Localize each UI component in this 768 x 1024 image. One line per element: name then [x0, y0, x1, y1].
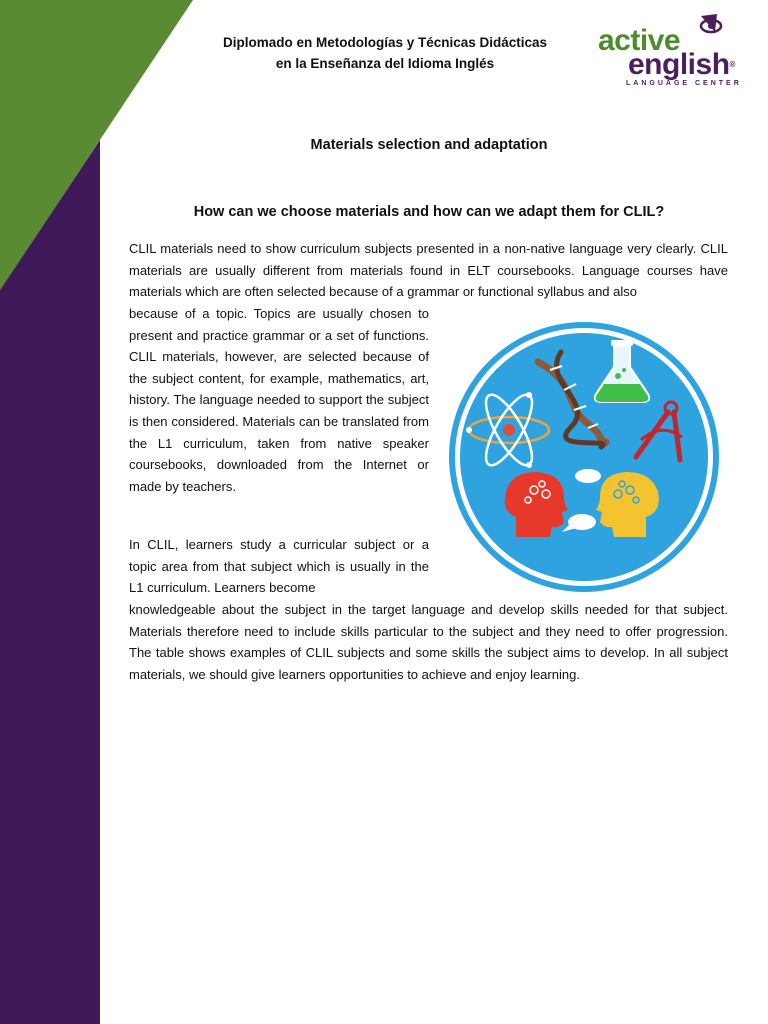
course-title-line1: Diplomado en Metodologías y Técnicas Didácticas [222, 35, 548, 50]
paragraph1-wrapped-text: because of a topic. Topics are usually chosen to present and practice grammar or a set of functions. CLIL materials, however, are selected because of the subject content, for example, mathematics, art, history. The language needed to support the subject is then considered. Materials can be translated from the L1 curriculum, taken from native speaker coursebooks, downloaded from the Internet or made by teachers. [129, 306, 429, 494]
side-decoration [0, 0, 200, 1024]
logo-word-english [628, 50, 735, 80]
logo-word-active: active [598, 24, 681, 57]
paragraph1-full-lines: CLIL materials need to show curriculum subjects presented in a non-native language very clearly. CLIL materials are usually different from materials found in ELT coursebooks. Language courses have materials which are often selected because of a grammar or functional syllabus and also [129, 241, 728, 300]
logo-tagline: LANGUAGE CENTER [626, 80, 742, 87]
paragraph2-full-lines: knowledgeable about the subject in the target language and develop skills needed for that subject. Materials therefore need to include skills particular to the subject and they need to offer progression. The table shows examples of CLIL subjects and some skills the subject aims to develop. In all subject materials, we should give learners opportunities to achieve and enjoy learning. [129, 602, 728, 682]
section-title: Materials selection and adaptation [310, 137, 548, 153]
purple-band-decoration [0, 140, 100, 1024]
clil-subjects-illustration [446, 322, 722, 592]
paragraph2-wrapped-text: In CLIL, learners study a curricular subject or a topic area from that subject which is usually in the L1 curriculum. Learners become [129, 537, 429, 596]
logo-registered-mark: ® [729, 60, 735, 69]
logo-word-english-text: english [628, 48, 730, 81]
illustration-blue-disc [460, 333, 708, 581]
question-heading: How can we choose materials and how can we adapt them for CLIL? [193, 204, 665, 220]
course-title-line2: en la Enseñanza del Idioma Inglés [275, 56, 495, 71]
thought-bubble-icon [575, 469, 601, 483]
course-title [170, 32, 600, 74]
active-english-logo [598, 12, 748, 92]
logo-eye-icon [693, 12, 733, 48]
